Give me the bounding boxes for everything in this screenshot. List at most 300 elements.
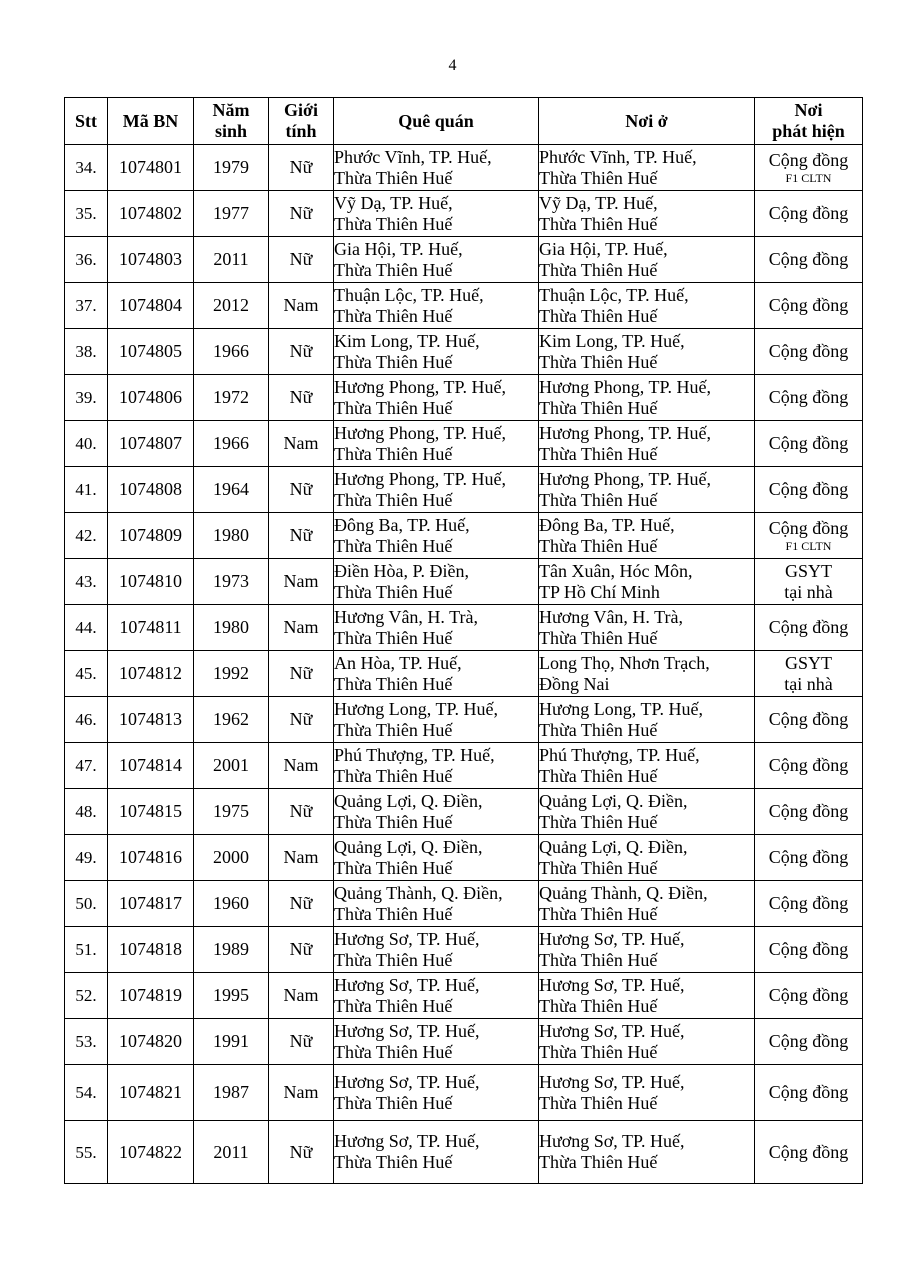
cell-noi-o — [539, 881, 755, 927]
noi-o-line1: Hương Vân, H. Trà, — [539, 606, 683, 627]
cell-noi-o — [539, 835, 755, 881]
cell-ma-bn: 1074815 — [108, 789, 194, 835]
noi-o-line1: Gia Hội, TP. Huế, — [539, 238, 668, 259]
noi-phat-hien-value: Cộng đồng — [768, 433, 849, 453]
cell-nam-sinh: 1991 — [194, 1019, 269, 1065]
header-nam-sinh-line2: sinh — [214, 121, 248, 141]
cell-stt: 50. — [65, 881, 108, 927]
cell-noi-o — [539, 973, 755, 1019]
que-quan-line1: Quảng Lợi, Q. Điền, — [334, 790, 483, 811]
noi-o-line2: Thừa Thiên Huế — [539, 397, 658, 418]
noi-phat-hien-value: Cộng đồng — [768, 518, 849, 538]
cell-ma-bn: 1074822 — [108, 1121, 194, 1184]
cell-ma-bn: 1074808 — [108, 467, 194, 513]
que-quan-line1: Phú Thượng, TP. Huế, — [334, 744, 495, 765]
noi-o-line1: Hương Sơ, TP. Huế, — [539, 1131, 685, 1151]
que-quan-line1: Thuận Lộc, TP. Huế, — [334, 284, 484, 305]
noi-o-line1: Hương Sơ, TP. Huế, — [539, 928, 685, 949]
noi-phat-hien-value: Cộng đồng — [768, 1141, 849, 1162]
header-noi-o: Nơi ở — [539, 98, 755, 145]
noi-phat-hien-value: Cộng đồng — [768, 893, 849, 913]
noi-o-line1: Hương Phong, TP. Huế, — [539, 376, 711, 397]
cell-nam-sinh: 1980 — [194, 513, 269, 559]
table-row — [65, 421, 863, 467]
cell-noi-phat-hien — [755, 559, 863, 605]
cell-noi-o — [539, 927, 755, 973]
que-quan-line2: Thừa Thiên Huế — [334, 397, 453, 418]
cell-que-quan — [334, 467, 539, 513]
cell-que-quan — [334, 145, 539, 191]
table-row — [65, 1019, 863, 1065]
cell-gioi-tinh: Nam — [269, 973, 334, 1019]
noi-o-line2: Thừa Thiên Huế — [539, 305, 658, 326]
que-quan-line2: Thừa Thiên Huế — [334, 581, 453, 602]
cell-noi-phat-hien — [755, 743, 863, 789]
header-gioi-tinh-line2: tính — [285, 121, 317, 141]
table-row — [65, 651, 863, 697]
table-row — [65, 1121, 863, 1184]
noi-o-line2: Thừa Thiên Huế — [539, 259, 658, 280]
que-quan-line2: Thừa Thiên Huế — [334, 949, 453, 970]
cell-ma-bn: 1074802 — [108, 191, 194, 237]
noi-phat-hien-value: Cộng đồng — [768, 847, 849, 867]
cell-ma-bn: 1074820 — [108, 1019, 194, 1065]
noi-o-line2: Thừa Thiên Huế — [539, 765, 658, 786]
noi-o-line1: Quảng Thành, Q. Điền, — [539, 882, 708, 903]
cell-noi-o — [539, 283, 755, 329]
que-quan-line1: Hương Phong, TP. Huế, — [334, 422, 506, 443]
cell-gioi-tinh: Nữ — [269, 1121, 334, 1184]
cell-stt: 43. — [65, 559, 108, 605]
cell-nam-sinh: 1987 — [194, 1065, 269, 1121]
table-row — [65, 191, 863, 237]
que-quan-line1: Hương Sơ, TP. Huế, — [334, 928, 480, 949]
que-quan-line1: Quảng Thành, Q. Điền, — [334, 882, 503, 903]
cell-que-quan — [334, 237, 539, 283]
cell-gioi-tinh: Nam — [269, 605, 334, 651]
noi-o-line2: Thừa Thiên Huế — [539, 489, 658, 510]
cell-nam-sinh: 1980 — [194, 605, 269, 651]
noi-o-line1: Hương Phong, TP. Huế, — [539, 422, 711, 443]
que-quan-line1: Hương Sơ, TP. Huế, — [334, 1131, 480, 1151]
cell-noi-phat-hien — [755, 973, 863, 1019]
cell-que-quan — [334, 1019, 539, 1065]
table-header-row — [65, 98, 863, 145]
que-quan-line1: Phước Vĩnh, TP. Huế, — [334, 146, 492, 167]
table-row — [65, 697, 863, 743]
cell-gioi-tinh: Nữ — [269, 375, 334, 421]
noi-o-line1: Thuận Lộc, TP. Huế, — [539, 284, 689, 305]
noi-phat-hien-value: Cộng đồng — [768, 150, 849, 170]
cell-stt: 55. — [65, 1121, 108, 1184]
cell-gioi-tinh: Nữ — [269, 145, 334, 191]
cell-nam-sinh: 1975 — [194, 789, 269, 835]
noi-o-line2: Thừa Thiên Huế — [539, 949, 658, 970]
cell-gioi-tinh: Nam — [269, 421, 334, 467]
noi-o-line2: Thừa Thiên Huế — [539, 351, 658, 372]
noi-phat-hien-value: Cộng đồng — [768, 295, 849, 315]
que-quan-line1: An Hòa, TP. Huế, — [334, 652, 462, 673]
cell-stt: 54. — [65, 1065, 108, 1121]
noi-phat-hien-value: Cộng đồng — [768, 203, 849, 223]
cell-nam-sinh: 1966 — [194, 421, 269, 467]
cell-stt: 45. — [65, 651, 108, 697]
que-quan-line2: Thừa Thiên Huế — [334, 535, 453, 556]
cell-gioi-tinh: Nữ — [269, 927, 334, 973]
cell-noi-phat-hien — [755, 283, 863, 329]
cell-que-quan — [334, 789, 539, 835]
cell-noi-o — [539, 651, 755, 697]
cell-que-quan — [334, 421, 539, 467]
cell-gioi-tinh: Nam — [269, 559, 334, 605]
cell-nam-sinh: 1966 — [194, 329, 269, 375]
cell-que-quan — [334, 605, 539, 651]
que-quan-line2: Thừa Thiên Huế — [334, 443, 453, 464]
table-row — [65, 1065, 863, 1121]
que-quan-line1: Hương Long, TP. Huế, — [334, 698, 498, 719]
que-quan-line1: Gia Hội, TP. Huế, — [334, 238, 463, 259]
noi-o-line2: Thừa Thiên Huế — [539, 857, 658, 878]
cell-gioi-tinh: Nữ — [269, 467, 334, 513]
cell-gioi-tinh: Nữ — [269, 237, 334, 283]
noi-o-line1: Long Thọ, Nhơn Trạch, — [539, 652, 710, 673]
table-row — [65, 743, 863, 789]
cell-nam-sinh: 1962 — [194, 697, 269, 743]
noi-o-line2: Thừa Thiên Huế — [539, 1152, 658, 1172]
noi-phat-hien-value-line2: tại nhà — [784, 673, 833, 694]
cell-que-quan — [334, 927, 539, 973]
noi-phat-hien-value: Cộng đồng — [768, 479, 849, 499]
patient-table — [64, 97, 863, 1184]
cell-ma-bn: 1074811 — [108, 605, 194, 651]
table-row — [65, 467, 863, 513]
cell-nam-sinh: 1964 — [194, 467, 269, 513]
noi-o-line2: Thừa Thiên Huế — [539, 213, 658, 234]
cell-ma-bn: 1074805 — [108, 329, 194, 375]
cell-stt: 34. — [65, 145, 108, 191]
noi-o-line2: Thừa Thiên Huế — [539, 995, 658, 1016]
cell-stt: 40. — [65, 421, 108, 467]
cell-noi-phat-hien — [755, 789, 863, 835]
cell-noi-phat-hien — [755, 605, 863, 651]
cell-gioi-tinh: Nữ — [269, 513, 334, 559]
cell-stt: 41. — [65, 467, 108, 513]
cell-nam-sinh: 1989 — [194, 927, 269, 973]
cell-stt: 35. — [65, 191, 108, 237]
cell-noi-o — [539, 605, 755, 651]
cell-gioi-tinh: Nữ — [269, 1019, 334, 1065]
noi-phat-hien-value: Cộng đồng — [768, 617, 849, 637]
cell-nam-sinh: 2012 — [194, 283, 269, 329]
cell-que-quan — [334, 743, 539, 789]
cell-stt: 51. — [65, 927, 108, 973]
cell-que-quan — [334, 283, 539, 329]
que-quan-line2: Thừa Thiên Huế — [334, 1152, 453, 1172]
que-quan-line2: Thừa Thiên Huế — [334, 719, 453, 740]
noi-phat-hien-value: Cộng đồng — [768, 1082, 849, 1102]
header-noi-phat-hien — [755, 98, 863, 145]
que-quan-line1: Hương Vân, H. Trà, — [334, 606, 478, 627]
que-quan-line2: Thừa Thiên Huế — [334, 811, 453, 832]
noi-phat-hien-value: GSYT — [784, 652, 832, 673]
cell-nam-sinh: 1995 — [194, 973, 269, 1019]
noi-phat-hien-note: F1 CLTN — [785, 539, 832, 553]
table-row — [65, 835, 863, 881]
cell-noi-o — [539, 467, 755, 513]
cell-que-quan — [334, 651, 539, 697]
noi-o-line2: Thừa Thiên Huế — [539, 535, 658, 556]
cell-gioi-tinh: Nữ — [269, 329, 334, 375]
cell-stt: 39. — [65, 375, 108, 421]
que-quan-line2: Thừa Thiên Huế — [334, 1092, 453, 1113]
cell-noi-phat-hien — [755, 835, 863, 881]
cell-nam-sinh: 2000 — [194, 835, 269, 881]
cell-gioi-tinh: Nữ — [269, 191, 334, 237]
noi-phat-hien-value: Cộng đồng — [768, 801, 849, 821]
cell-que-quan — [334, 881, 539, 927]
cell-gioi-tinh: Nam — [269, 835, 334, 881]
table-row — [65, 375, 863, 421]
que-quan-line1: Quảng Lợi, Q. Điền, — [334, 836, 483, 857]
noi-o-line2: Thừa Thiên Huế — [539, 627, 658, 648]
que-quan-line2: Thừa Thiên Huế — [334, 305, 453, 326]
cell-noi-phat-hien — [755, 237, 863, 283]
cell-nam-sinh: 1992 — [194, 651, 269, 697]
cell-ma-bn: 1074807 — [108, 421, 194, 467]
cell-ma-bn: 1074812 — [108, 651, 194, 697]
cell-que-quan — [334, 697, 539, 743]
cell-ma-bn: 1074806 — [108, 375, 194, 421]
cell-nam-sinh: 1979 — [194, 145, 269, 191]
noi-o-line1: Quảng Lợi, Q. Điền, — [539, 836, 688, 857]
cell-noi-phat-hien — [755, 651, 863, 697]
noi-phat-hien-value: GSYT — [784, 560, 832, 581]
cell-que-quan — [334, 513, 539, 559]
que-quan-line2: Thừa Thiên Huế — [334, 1041, 453, 1062]
header-stt: Stt — [65, 98, 108, 145]
que-quan-line1: Kim Long, TP. Huế, — [334, 330, 480, 351]
cell-stt: 53. — [65, 1019, 108, 1065]
cell-noi-phat-hien — [755, 329, 863, 375]
header-nam-sinh-line1: Năm — [212, 100, 250, 120]
que-quan-line1: Vỹ Dạ, TP. Huế, — [334, 192, 453, 213]
cell-nam-sinh: 1960 — [194, 881, 269, 927]
que-quan-line2: Thừa Thiên Huế — [334, 213, 453, 234]
header-gioi-tinh — [269, 98, 334, 145]
que-quan-line2: Thừa Thiên Huế — [334, 167, 453, 188]
cell-stt: 52. — [65, 973, 108, 1019]
noi-phat-hien-value: Cộng đồng — [768, 341, 849, 361]
noi-phat-hien-value: Cộng đồng — [768, 939, 849, 959]
cell-noi-phat-hien — [755, 421, 863, 467]
noi-o-line2: Thừa Thiên Huế — [539, 443, 658, 464]
que-quan-line1: Hương Sơ, TP. Huế, — [334, 1071, 480, 1092]
cell-stt: 47. — [65, 743, 108, 789]
table-row — [65, 237, 863, 283]
cell-nam-sinh: 2001 — [194, 743, 269, 789]
cell-noi-o — [539, 375, 755, 421]
cell-ma-bn: 1074803 — [108, 237, 194, 283]
cell-que-quan — [334, 375, 539, 421]
table-row — [65, 283, 863, 329]
cell-stt: 38. — [65, 329, 108, 375]
noi-phat-hien-value: Cộng đồng — [768, 985, 849, 1005]
cell-que-quan — [334, 835, 539, 881]
cell-stt: 46. — [65, 697, 108, 743]
cell-stt: 36. — [65, 237, 108, 283]
table-row — [65, 145, 863, 191]
que-quan-line1: Đông Ba, TP. Huế, — [334, 514, 470, 535]
noi-o-line1: Quảng Lợi, Q. Điền, — [539, 790, 688, 811]
header-noi-phat-hien-line1: Nơi — [794, 100, 823, 120]
cell-noi-phat-hien — [755, 1065, 863, 1121]
que-quan-line2: Thừa Thiên Huế — [334, 857, 453, 878]
cell-gioi-tinh: Nam — [269, 283, 334, 329]
cell-stt: 37. — [65, 283, 108, 329]
cell-stt: 48. — [65, 789, 108, 835]
cell-noi-o — [539, 789, 755, 835]
cell-ma-bn: 1074819 — [108, 973, 194, 1019]
cell-noi-o — [539, 559, 755, 605]
que-quan-line1: Hương Sơ, TP. Huế, — [334, 974, 480, 995]
cell-gioi-tinh: Nữ — [269, 881, 334, 927]
table-row — [65, 973, 863, 1019]
cell-noi-phat-hien — [755, 881, 863, 927]
header-nam-sinh — [194, 98, 269, 145]
cell-stt: 44. — [65, 605, 108, 651]
cell-ma-bn: 1074801 — [108, 145, 194, 191]
cell-ma-bn: 1074817 — [108, 881, 194, 927]
table-row — [65, 927, 863, 973]
noi-o-line2: Thừa Thiên Huế — [539, 811, 658, 832]
cell-nam-sinh: 1972 — [194, 375, 269, 421]
cell-noi-phat-hien — [755, 467, 863, 513]
table-row — [65, 605, 863, 651]
que-quan-line2: Thừa Thiên Huế — [334, 765, 453, 786]
cell-noi-o — [539, 1019, 755, 1065]
cell-stt: 49. — [65, 835, 108, 881]
cell-ma-bn: 1074809 — [108, 513, 194, 559]
cell-noi-o — [539, 1121, 755, 1184]
noi-o-line1: Đông Ba, TP. Huế, — [539, 514, 675, 535]
que-quan-line1: Hương Phong, TP. Huế, — [334, 376, 506, 397]
table-row — [65, 513, 863, 559]
cell-nam-sinh: 1977 — [194, 191, 269, 237]
cell-nam-sinh: 2011 — [194, 237, 269, 283]
cell-gioi-tinh: Nữ — [269, 697, 334, 743]
que-quan-line2: Thừa Thiên Huế — [334, 259, 453, 280]
cell-nam-sinh: 2011 — [194, 1121, 269, 1184]
que-quan-line2: Thừa Thiên Huế — [334, 995, 453, 1016]
table-row — [65, 881, 863, 927]
cell-gioi-tinh: Nữ — [269, 651, 334, 697]
cell-que-quan — [334, 1121, 539, 1184]
cell-noi-phat-hien — [755, 1121, 863, 1184]
cell-gioi-tinh: Nam — [269, 1065, 334, 1121]
que-quan-line2: Thừa Thiên Huế — [334, 627, 453, 648]
noi-phat-hien-value: Cộng đồng — [768, 755, 849, 775]
cell-ma-bn: 1074813 — [108, 697, 194, 743]
noi-phat-hien-note: F1 CLTN — [785, 171, 832, 185]
cell-gioi-tinh: Nữ — [269, 789, 334, 835]
cell-nam-sinh: 1973 — [194, 559, 269, 605]
cell-noi-o — [539, 697, 755, 743]
header-gioi-tinh-line1: Giới — [284, 100, 318, 120]
que-quan-line1: Hương Phong, TP. Huế, — [334, 468, 506, 489]
noi-o-line1: Vỹ Dạ, TP. Huế, — [539, 192, 658, 213]
cell-noi-phat-hien — [755, 191, 863, 237]
noi-o-line2: Thừa Thiên Huế — [539, 719, 658, 740]
cell-noi-phat-hien — [755, 697, 863, 743]
cell-que-quan — [334, 329, 539, 375]
cell-que-quan — [334, 559, 539, 605]
cell-noi-o — [539, 329, 755, 375]
que-quan-line2: Thừa Thiên Huế — [334, 489, 453, 510]
que-quan-line2: Thừa Thiên Huế — [334, 351, 453, 372]
que-quan-line2: Thừa Thiên Huế — [334, 673, 453, 694]
que-quan-line1: Hương Sơ, TP. Huế, — [334, 1020, 480, 1041]
table-row — [65, 789, 863, 835]
cell-ma-bn: 1074810 — [108, 559, 194, 605]
cell-noi-o — [539, 145, 755, 191]
cell-noi-phat-hien — [755, 145, 863, 191]
header-que-quan: Quê quán — [334, 98, 539, 145]
table-row — [65, 559, 863, 605]
noi-o-line1: Hương Phong, TP. Huế, — [539, 468, 711, 489]
noi-o-line2: Đồng Nai — [539, 673, 610, 694]
cell-ma-bn: 1074814 — [108, 743, 194, 789]
noi-o-line2: Thừa Thiên Huế — [539, 1092, 658, 1113]
cell-gioi-tinh: Nam — [269, 743, 334, 789]
noi-o-line1: Hương Long, TP. Huế, — [539, 698, 703, 719]
noi-o-line1: Hương Sơ, TP. Huế, — [539, 1071, 685, 1092]
noi-o-line2: Thừa Thiên Huế — [539, 1041, 658, 1062]
cell-noi-o — [539, 1065, 755, 1121]
noi-phat-hien-value: Cộng đồng — [768, 387, 849, 407]
cell-stt: 42. — [65, 513, 108, 559]
cell-noi-o — [539, 237, 755, 283]
noi-phat-hien-value: Cộng đồng — [768, 249, 849, 269]
noi-o-line1: Hương Sơ, TP. Huế, — [539, 1020, 685, 1041]
cell-noi-o — [539, 421, 755, 467]
cell-noi-phat-hien — [755, 1019, 863, 1065]
page-number: 4 — [448, 57, 457, 74]
cell-noi-o — [539, 513, 755, 559]
header-ma-bn: Mã BN — [108, 98, 194, 145]
que-quan-line1: Điền Hòa, P. Điền, — [334, 560, 469, 581]
cell-ma-bn: 1074821 — [108, 1065, 194, 1121]
noi-o-line1: Phú Thượng, TP. Huế, — [539, 744, 700, 765]
cell-ma-bn: 1074816 — [108, 835, 194, 881]
cell-ma-bn: 1074818 — [108, 927, 194, 973]
noi-o-line2: TP Hồ Chí Minh — [539, 581, 660, 602]
cell-que-quan — [334, 1065, 539, 1121]
que-quan-line2: Thừa Thiên Huế — [334, 903, 453, 924]
noi-o-line1: Phước Vĩnh, TP. Huế, — [539, 146, 697, 167]
cell-noi-o — [539, 743, 755, 789]
noi-o-line2: Thừa Thiên Huế — [539, 167, 658, 188]
cell-noi-phat-hien — [755, 927, 863, 973]
cell-noi-o — [539, 191, 755, 237]
noi-phat-hien-value: Cộng đồng — [768, 709, 849, 729]
cell-que-quan — [334, 191, 539, 237]
noi-phat-hien-value-line2: tại nhà — [784, 581, 833, 602]
cell-noi-phat-hien — [755, 513, 863, 559]
noi-o-line1: Hương Sơ, TP. Huế, — [539, 974, 685, 995]
noi-o-line2: Thừa Thiên Huế — [539, 903, 658, 924]
header-noi-phat-hien-line2: phát hiện — [772, 121, 845, 141]
noi-o-line1: Kim Long, TP. Huế, — [539, 330, 685, 351]
